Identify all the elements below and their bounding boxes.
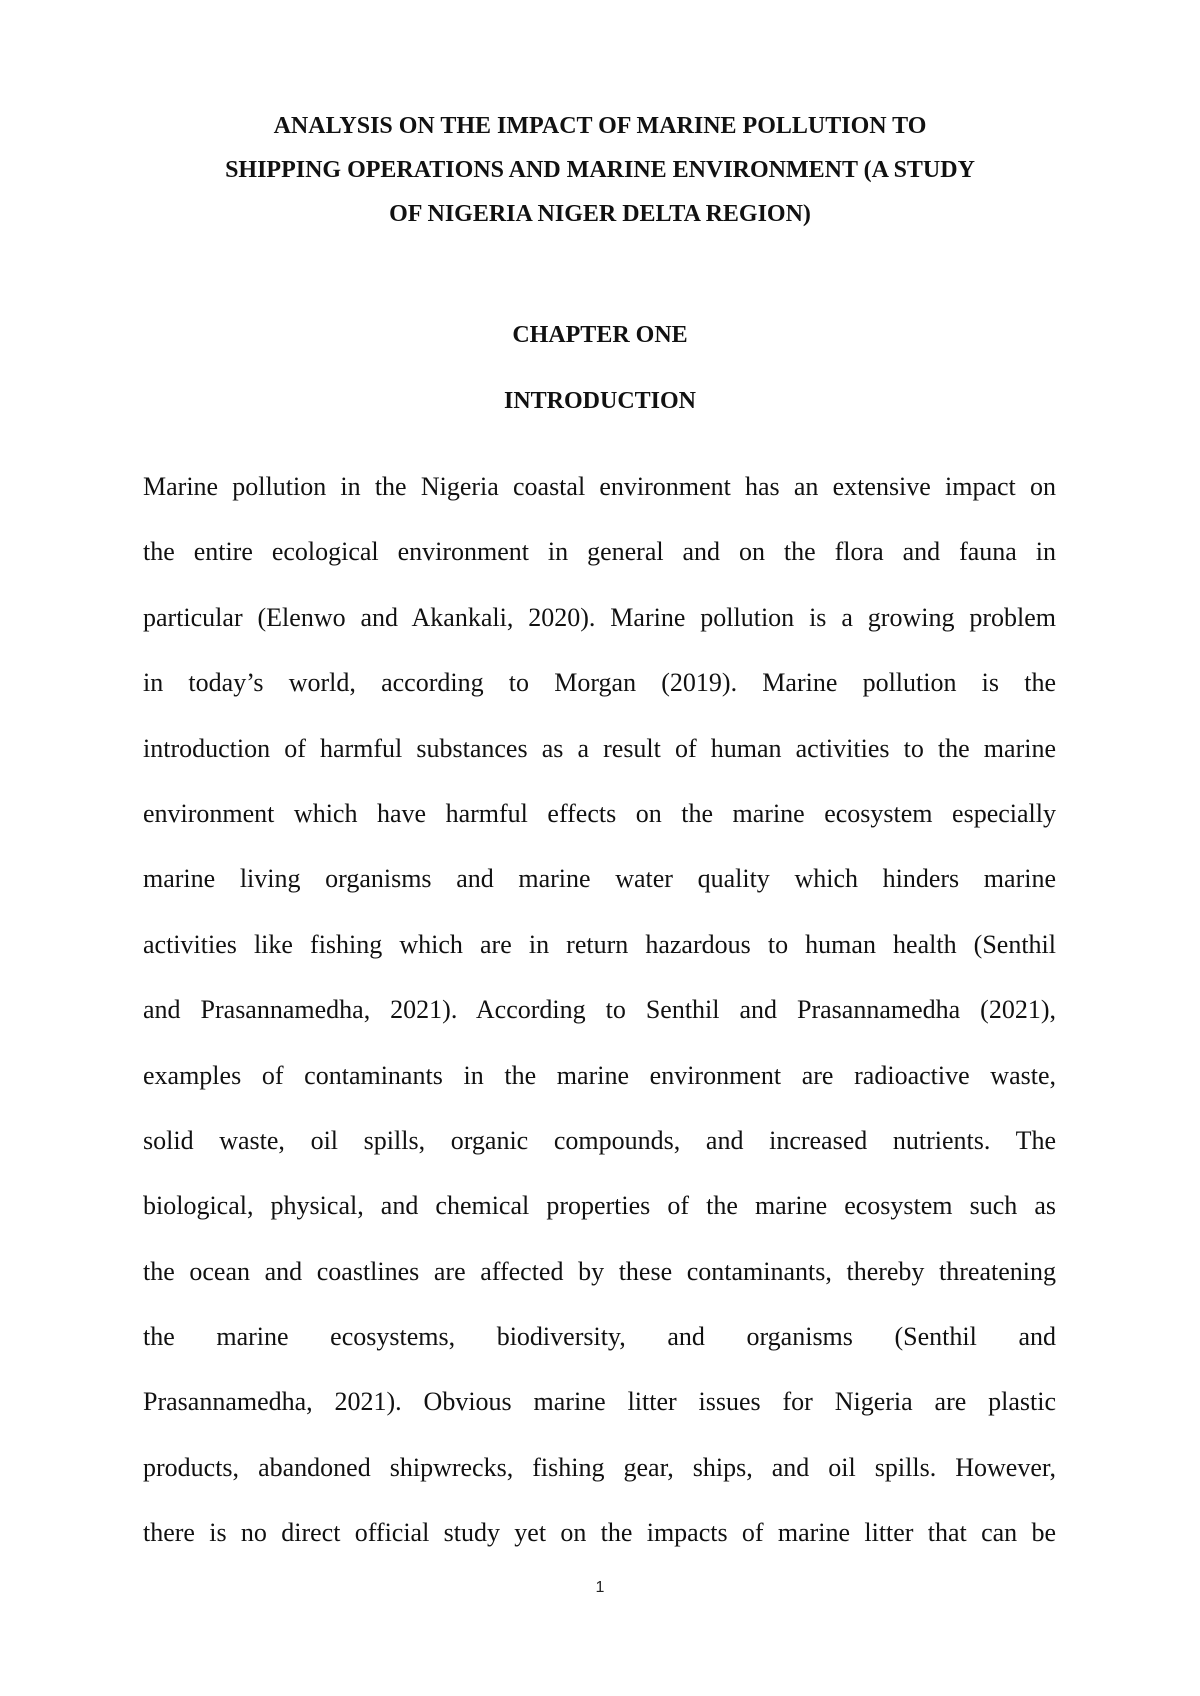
title-line: OF NIGERIA NIGER DELTA REGION)	[389, 201, 811, 227]
section-heading: INTRODUCTION	[503, 388, 697, 414]
page-number: 1	[595, 1579, 605, 1596]
body-line: environment which have harmful effects on the marine ecosystem especially	[143, 798, 1056, 828]
body-line: the entire ecological environment in general and on the flora and fauna in	[143, 537, 1056, 567]
body-line: particular (Elenwo and Akankali, 2020). Marine pollution is a growing problem	[143, 602, 1056, 632]
chapter-label: CHAPTER ONE	[512, 322, 688, 348]
body-line: introduction of harmful substances as a result of human activities to the marine	[143, 733, 1056, 763]
body-line: examples of contaminants in the marine environment are radioactive waste,	[143, 1060, 1056, 1090]
body-line: the ocean and coastlines are affected by these contaminants, thereby threatening	[143, 1256, 1056, 1286]
body-line: there is no direct official study yet on the impacts of marine litter that can be	[143, 1518, 1056, 1548]
body-line: biological, physical, and chemical properties of the marine ecosystem such as	[143, 1191, 1056, 1221]
body-line: and Prasannamedha, 2021). According to Senthil and Prasannamedha (2021),	[143, 995, 1056, 1025]
body-paragraph	[143, 454, 1056, 1566]
body-line: products, abandoned shipwrecks, fishing gear, ships, and oil spills. However,	[143, 1452, 1056, 1482]
body-line: Marine pollution in the Nigeria coastal environment has an extensive impact on	[143, 472, 1056, 501]
body-line: Prasannamedha, 2021). Obvious marine litter issues for Nigeria are plastic	[143, 1387, 1056, 1417]
body-line: in today’s world, according to Morgan (2019). Marine pollution is the	[143, 668, 1056, 698]
title-line: SHIPPING OPERATIONS AND MARINE ENVIRONMENT (A STUDY	[225, 157, 975, 183]
body-line: marine living organisms and marine water quality which hinders marine	[143, 864, 1056, 894]
body-line: activities like fishing which are in return hazardous to human health (Senthil	[143, 929, 1056, 959]
body-line: solid waste, oil spills, organic compounds, and increased nutrients. The	[143, 1125, 1056, 1155]
document-title	[120, 104, 1080, 236]
title-line: ANALYSIS ON THE IMPACT OF MARINE POLLUTION TO	[273, 113, 927, 139]
body-line: the marine ecosystems, biodiversity, and organisms (Senthil and	[143, 1322, 1056, 1352]
